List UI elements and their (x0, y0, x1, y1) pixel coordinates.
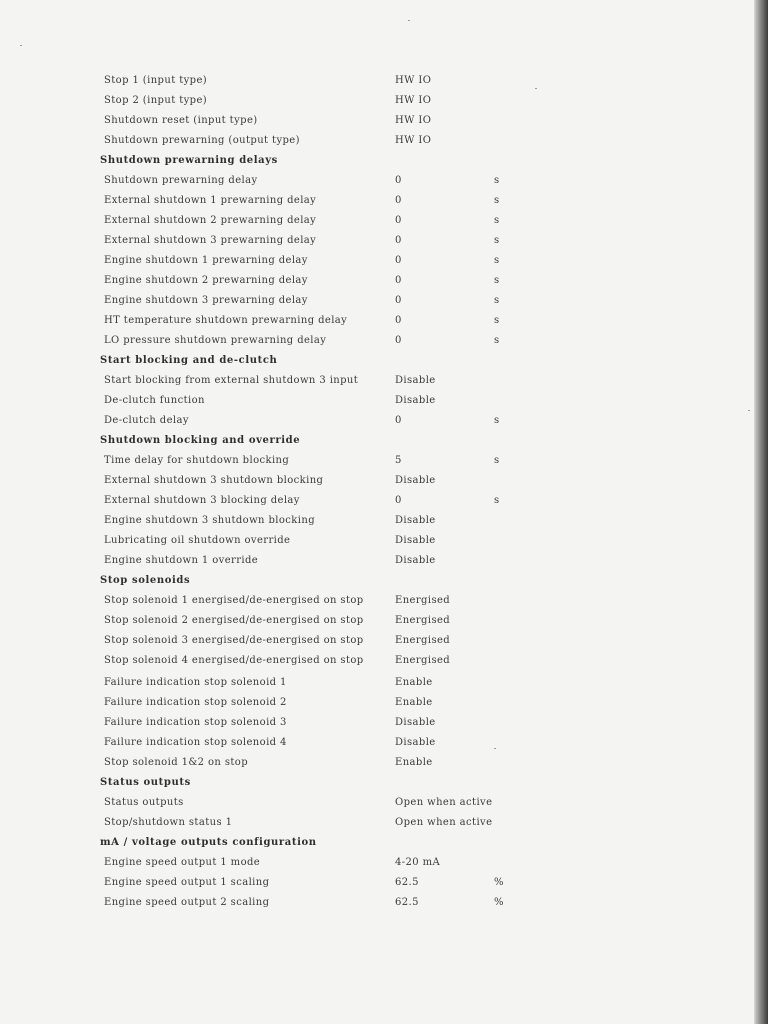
parameter-label: Failure indication stop solenoid 3 (104, 717, 287, 728)
parameter-value: HW IO (395, 115, 432, 126)
parameter-value: 0 (395, 315, 402, 326)
scan-speck (535, 88, 537, 89)
parameter-value: Enable (395, 697, 433, 708)
parameter-row (100, 713, 520, 733)
section-heading: Status outputs (100, 777, 191, 788)
parameter-unit: s (494, 315, 500, 326)
parameter-label: Engine shutdown 3 shutdown blocking (104, 515, 316, 526)
scan-edge-shadow (754, 0, 768, 1024)
parameter-value: 0 (395, 215, 402, 226)
parameter-label: Stop 1 (input type) (104, 75, 208, 86)
parameter-row (100, 651, 520, 671)
parameter-value: HW IO (395, 95, 432, 106)
parameter-label: De-clutch delay (104, 415, 189, 426)
parameter-label: Stop solenoid 4 energised/de-energised on stop (104, 655, 364, 666)
parameter-unit: s (494, 215, 500, 226)
parameter-label: External shutdown 1 prewarning delay (104, 195, 317, 206)
parameter-unit: s (494, 175, 500, 186)
parameter-row (100, 171, 520, 191)
parameter-row (100, 111, 520, 131)
parameter-row (100, 311, 520, 331)
parameter-value: Enable (395, 677, 433, 688)
section-heading: Stop solenoids (100, 575, 191, 586)
parameter-value: Disable (395, 555, 436, 566)
parameter-row (100, 511, 520, 531)
parameter-value: Disable (395, 395, 436, 406)
parameter-value: 0 (395, 495, 402, 506)
parameter-list (100, 71, 520, 913)
parameter-unit: s (494, 455, 500, 466)
parameter-row (100, 853, 520, 873)
parameter-row (100, 411, 520, 431)
parameter-row (100, 813, 520, 833)
parameter-label: Stop solenoid 1&2 on stop (104, 757, 248, 768)
parameter-unit: s (494, 335, 500, 346)
section-heading: Shutdown prewarning delays (100, 155, 278, 166)
parameter-unit: s (494, 495, 500, 506)
parameter-row (100, 71, 520, 91)
parameter-row (100, 551, 520, 571)
parameter-row (100, 631, 520, 651)
parameter-unit: % (494, 897, 504, 908)
parameter-row (100, 371, 520, 391)
parameter-label: HT temperature shutdown prewarning delay (104, 315, 348, 326)
parameter-unit: s (494, 295, 500, 306)
parameter-value: Disable (395, 475, 436, 486)
parameter-value: 5 (395, 455, 402, 466)
parameter-label: Engine shutdown 1 override (104, 555, 259, 566)
parameter-value: 62.5 (395, 897, 419, 908)
parameter-value: Disable (395, 515, 436, 526)
parameter-row (100, 331, 520, 351)
parameter-label: Failure indication stop solenoid 2 (104, 697, 287, 708)
parameter-value: 0 (395, 415, 402, 426)
parameter-row (100, 793, 520, 813)
parameter-value: HW IO (395, 75, 432, 86)
parameter-label: Failure indication stop solenoid 1 (104, 677, 287, 688)
parameter-value: Enable (395, 757, 433, 768)
parameter-value: Open when active (395, 797, 493, 808)
scan-speck (20, 45, 22, 46)
parameter-label: External shutdown 3 prewarning delay (104, 235, 317, 246)
parameter-row (100, 131, 520, 151)
parameter-row (100, 391, 520, 411)
parameter-row (100, 591, 520, 611)
section-heading: Start blocking and de-clutch (100, 355, 278, 366)
parameter-label: Engine shutdown 1 prewarning delay (104, 255, 308, 266)
parameter-row (100, 733, 520, 753)
parameter-unit: s (494, 235, 500, 246)
parameter-unit: s (494, 255, 500, 266)
parameter-value: 62.5 (395, 877, 419, 888)
scan-speck (408, 20, 410, 21)
parameter-label: Shutdown prewarning (output type) (104, 135, 300, 146)
parameter-value: 0 (395, 235, 402, 246)
parameter-label: Stop solenoid 2 energised/de-energised on stop (104, 615, 364, 626)
parameter-label: Status outputs (104, 797, 184, 808)
parameter-value: 0 (395, 255, 402, 266)
parameter-label: Time delay for shutdown blocking (104, 455, 290, 466)
parameter-row (100, 893, 520, 913)
parameter-row (100, 211, 520, 231)
parameter-unit: s (494, 275, 500, 286)
parameter-label: Shutdown reset (input type) (104, 115, 258, 126)
parameter-label: Start blocking from external shutdown 3 input (104, 375, 359, 386)
parameter-unit: % (494, 877, 504, 888)
parameter-label: Shutdown prewarning delay (104, 175, 258, 186)
parameter-value: Energised (395, 615, 451, 626)
parameter-label: Engine speed output 1 mode (104, 857, 261, 868)
parameter-label: External shutdown 3 blocking delay (104, 495, 300, 506)
parameter-value: Energised (395, 595, 451, 606)
parameter-label: Stop solenoid 3 energised/de-energised on stop (104, 635, 364, 646)
scan-speck (748, 410, 750, 411)
section-heading: mA / voltage outputs configuration (100, 837, 317, 848)
parameter-value: 0 (395, 195, 402, 206)
section-heading: Shutdown blocking and override (100, 435, 301, 446)
parameter-value: 0 (395, 335, 402, 346)
parameter-row (100, 673, 520, 693)
parameter-value: Open when active (395, 817, 493, 828)
parameter-value: 0 (395, 175, 402, 186)
parameter-value: 0 (395, 275, 402, 286)
parameter-row (100, 451, 520, 471)
parameter-label: LO pressure shutdown prewarning delay (104, 335, 327, 346)
parameter-value: Disable (395, 375, 436, 386)
parameter-label: De-clutch function (104, 395, 205, 406)
parameter-row (100, 531, 520, 551)
parameter-label: Failure indication stop solenoid 4 (104, 737, 287, 748)
parameter-value: Energised (395, 655, 451, 666)
parameter-label: Engine speed output 1 scaling (104, 877, 270, 888)
parameter-value: Disable (395, 737, 436, 748)
parameter-label: Engine speed output 2 scaling (104, 897, 270, 908)
parameter-row (100, 191, 520, 211)
parameter-row (100, 251, 520, 271)
parameter-label: Lubricating oil shutdown override (104, 535, 291, 546)
parameter-row (100, 471, 520, 491)
parameter-value: Disable (395, 717, 436, 728)
parameter-row (100, 753, 520, 773)
parameter-label: External shutdown 3 shutdown blocking (104, 475, 324, 486)
parameter-row (100, 611, 520, 631)
parameter-row (100, 873, 520, 893)
parameter-unit: s (494, 415, 500, 426)
parameter-unit: s (494, 195, 500, 206)
parameter-value: HW IO (395, 135, 432, 146)
parameter-value: Disable (395, 535, 436, 546)
parameter-value: 4-20 mA (395, 857, 441, 868)
parameter-row (100, 91, 520, 111)
parameter-label: Engine shutdown 3 prewarning delay (104, 295, 308, 306)
parameter-row (100, 291, 520, 311)
parameter-label: Engine shutdown 2 prewarning delay (104, 275, 308, 286)
parameter-label: Stop/shutdown status 1 (104, 817, 233, 828)
parameter-label: Stop 2 (input type) (104, 95, 208, 106)
parameter-row (100, 271, 520, 291)
parameter-label: Stop solenoid 1 energised/de-energised on stop (104, 595, 364, 606)
parameter-row (100, 491, 520, 511)
parameter-value: Energised (395, 635, 451, 646)
parameter-row (100, 693, 520, 713)
parameter-label: External shutdown 2 prewarning delay (104, 215, 317, 226)
parameter-row (100, 231, 520, 251)
parameter-value: 0 (395, 295, 402, 306)
